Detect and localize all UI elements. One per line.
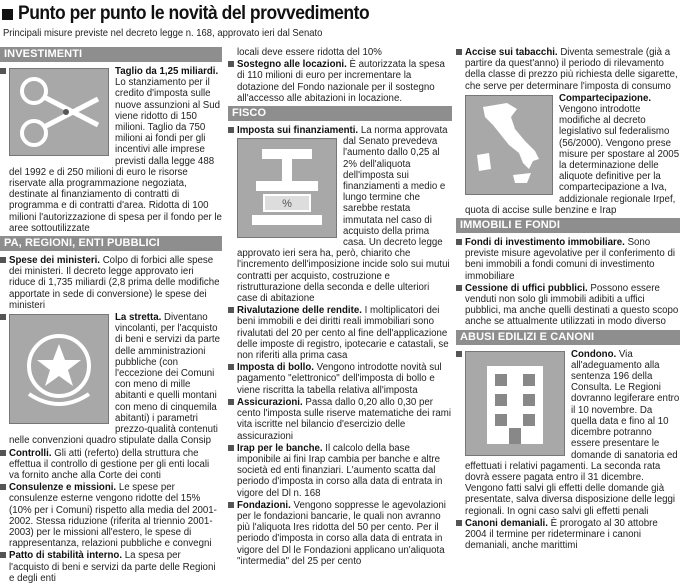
item-irap-banche <box>228 443 452 499</box>
item-text: Diventano vincolanti, per l'acquisto di beni e servizi da parte delle amministrazioni pubbliche (con l'eccezione dei Comuni con meno di mille abitanti e quelli montani con meno di cinquemila abitanti) i parametri prezzo-qualità contenuti nelle convenzioni quadro stipulate dalla Consip <box>9 312 221 447</box>
item-accise-tabacchi <box>456 47 680 92</box>
item-title: Taglio da 1,25 miliardi. <box>115 66 219 77</box>
item-title: Consulenze e missioni. <box>9 482 119 494</box>
item-text: La spesa per l'acquisto di beni e servizi da parte delle Regioni e degli enti <box>9 550 216 584</box>
item-rivalutazione <box>228 305 452 361</box>
press-icon <box>237 138 337 238</box>
item-text: Sono previste misure agevolative per il conferimento di beni immobili a fondi comuni di investimento immobiliare <box>465 237 675 282</box>
item-title: Accise sui tabacchi. <box>465 47 561 58</box>
item-text: Gli atti (referto) della struttura che effettua il controllo di gestione per gli enti locali va fornito anche alla Corte dei conti <box>9 447 210 481</box>
item-imposta-finanziamenti <box>228 125 452 304</box>
item-text: locali deve essere ridotta del 10% <box>237 47 382 58</box>
section-fisco: FISCO <box>228 106 452 121</box>
item-text: Il calcolo della base imponibile ai fini Irap cambia per banche e altre società ed enti finanziari. L'aumento scatta dal periodo d'imposta in corso alla data di entrata in vigore del Dl n. 168 <box>237 442 443 499</box>
item-title: Controlli. <box>9 447 55 459</box>
item-text: I moltiplicatori dei beni immobili e dei diritti reali immobiliari sono rivalutati del 20 per cento al fine dell'applicazione delle imposte di registro, ipotecarie e catastali, se non riferiti alla prima casa <box>237 305 449 362</box>
item-canoni-demaniali <box>456 518 680 552</box>
item-imposta-bollo <box>228 362 452 396</box>
item-text: Possono essere venduti non solo gli immobili adibiti a uffici pubblici, ma anche quelli destinati a questo scopo anche se attualmente utilizzati in modo diverso <box>465 282 679 328</box>
item-title: Imposta di bollo. <box>237 362 317 374</box>
page-header <box>0 0 680 44</box>
building-icon <box>465 351 565 456</box>
item-assicurazioni <box>228 397 452 442</box>
item-text: La norma approvata dal Senato prevedeva l'aumento dallo 0,25 al 2% dell'aliquota dell'imposta sui finanziamenti a medio e lungo termine che sarebbe restata immutata nel caso di acquisto della prima casa. Un decreto legge approvato ieri sera ha, però, chiarito che l'incremento dell'imposizione incide solo sui mutui contratti per acquisto, costruzione e ristrutturazione della seconda e delle ulteriori case di abitazione <box>237 125 450 305</box>
title-bullet <box>2 9 13 20</box>
section-immobili: IMMOBILI E FONDI <box>456 218 680 233</box>
section-pa-regioni: PA, REGIONI, ENTI PUBBLICI <box>0 236 222 251</box>
column-2 <box>228 44 452 578</box>
item-text: È autorizzata la spesa di 110 milioni di euro per incrementare la dotazione del Fondo nazionale per il sostegno all'accesso alle abitazioni in locazione. <box>237 59 445 104</box>
item-spese-ministeri <box>0 255 222 311</box>
item-title: Sostegno alle locazioni. <box>237 59 350 71</box>
item-stretta <box>0 312 222 446</box>
emblem-icon <box>9 314 109 424</box>
item-taglio <box>0 66 222 234</box>
item-patto-stabilita <box>0 550 222 584</box>
item-title: Fondazioni. <box>237 499 294 511</box>
svg-text:%: % <box>282 198 292 211</box>
scissors-icon <box>9 68 109 156</box>
item-text: Via all'adeguamento alla sentenza 196 della Consulta. Le Regioni dovranno legiferare entro il 10 novembre. Da quella data e fino al 10 dicembre potranno essere presentare le domande di sanatoria ed effettuati i relativi pagamenti. La seconda rata dovrà essere pagata entro il 31 dicembre. Vengono fatti salvi gli effetti delle domande già presentate, salva diversa disposizione delle leggi regionali. In ogni caso salvi gli effetti penali <box>465 348 680 517</box>
item-text: Passa dallo 0,20 allo 0,30 per cento l'imposta sulle riserve matematiche dei rami vita iscritte nel bilancio d'esercizio delle assicurazioni <box>237 396 451 442</box>
item-consulenze <box>0 482 222 549</box>
item-title: Compartecipazione. <box>559 92 652 104</box>
item-title: Canoni demaniali. <box>465 517 551 529</box>
item-sostegno-locazioni <box>228 59 452 104</box>
item-fondazioni <box>228 500 452 567</box>
item-text: Vengono introdotte novità sul pagamento "elettronico" dell'imposta di bollo e viene riscritta la tabella relativa all'imposta <box>237 362 442 396</box>
item-title: Cessione di uffici pubblici. <box>465 282 591 294</box>
item-text: Vengono introdotte modifiche al decreto legislativo sul federalismo (56/2000). Vengono prese misure per spostare al 2005 la determinazione delle aliquote definitive per la compartecipazione a Iva, addizionale regionale Irpef, quota di accise sulle benzine e Irap <box>465 104 680 216</box>
item-title: Patto di stabilità interno. <box>9 550 125 562</box>
item-condono <box>456 349 680 517</box>
title-row <box>2 2 400 26</box>
item-title: Fondi di investimento immobiliare. <box>465 237 628 249</box>
item-text: Lo stanziamento per il credito d'imposta sulle nuove assunzioni al Sud viene ridotto di 150 milioni. Taglio da 750 milioni ai fondi per gli incentivi alle imprese previsti dalla legge 488 del 1992 e di 250 milioni di euro le risorse riservate alla programmazione negoziata, destinate al finanziamento di contratti di programma e di contratti d'area. Ridotta di 100 milioni l'autorizzazione di spesa per il fondo per le aree sottoutilizzate <box>9 77 222 234</box>
item-compartecipazione <box>456 93 680 216</box>
item-text: Vengono soppresse le agevolazioni per le fondazioni bancarie, le quali non avranno più l'aliquota Ires ridotta del 50 per cento. Per il periodo d'imposta in corso alla data di entrata in vigore del Dl le Fondazioni applicano un'aliquota "intermedia" del 25 per cento <box>237 499 446 567</box>
page-subtitle: Principali misure previste nel decreto legge n. 168, approvato ieri dal Senato <box>3 27 323 39</box>
item-title: Rivalutazione delle rendite. <box>237 305 365 317</box>
page-title: Punto per punto le novità del provvedimento <box>18 3 370 24</box>
section-abusi-edilizi: ABUSI EDILIZI E CANONI <box>456 330 680 345</box>
column-3 <box>456 44 680 578</box>
item-title: Spese dei ministeri. <box>9 255 103 267</box>
item-title: La stretta. <box>115 312 164 324</box>
item-controlli <box>0 448 222 482</box>
item-patto-cont <box>228 47 452 58</box>
item-cessione-uffici <box>456 283 680 328</box>
item-title: Assicurazioni. <box>237 396 306 408</box>
section-investimenti: INVESTIMENTI <box>0 47 222 62</box>
item-text: È prorogato al 30 attobre 2004 il termine per rideterminare i canoni demaniali, anche marittimi <box>465 517 658 552</box>
italy-map-icon <box>465 95 553 195</box>
item-text: Le spese per consulenze esterne vengono ridotte del 15% (10% per i Comuni) rispetto alla media del 2001-2002. Stessa riduzione (riferita al triennio 2001-2003) per le missioni all'estero, le spese di rappresentanza, relazioni pubbliche e convegni <box>9 482 217 550</box>
item-text: Colpo di forbici alle spese dei ministeri. Il decreto legge approvato ieri riduce di 1,735 miliardi (2,8 prima delle modifiche apportate in sede di conversione) le spese dei ministeri <box>9 255 220 311</box>
item-title: Imposta sui finanziamenti. <box>237 125 361 137</box>
item-title: Condono. <box>571 348 619 360</box>
item-title: Irap per le banche. <box>237 442 326 454</box>
item-text: Diventa semestrale (già a partire da quest'anno) il periodo di rilevamento della classe di prezzo più richiesta delle sigarette, che serve per determinare l'imposta di consumo <box>465 47 678 92</box>
column-1 <box>0 44 222 584</box>
item-fondi-investimento <box>456 237 680 282</box>
